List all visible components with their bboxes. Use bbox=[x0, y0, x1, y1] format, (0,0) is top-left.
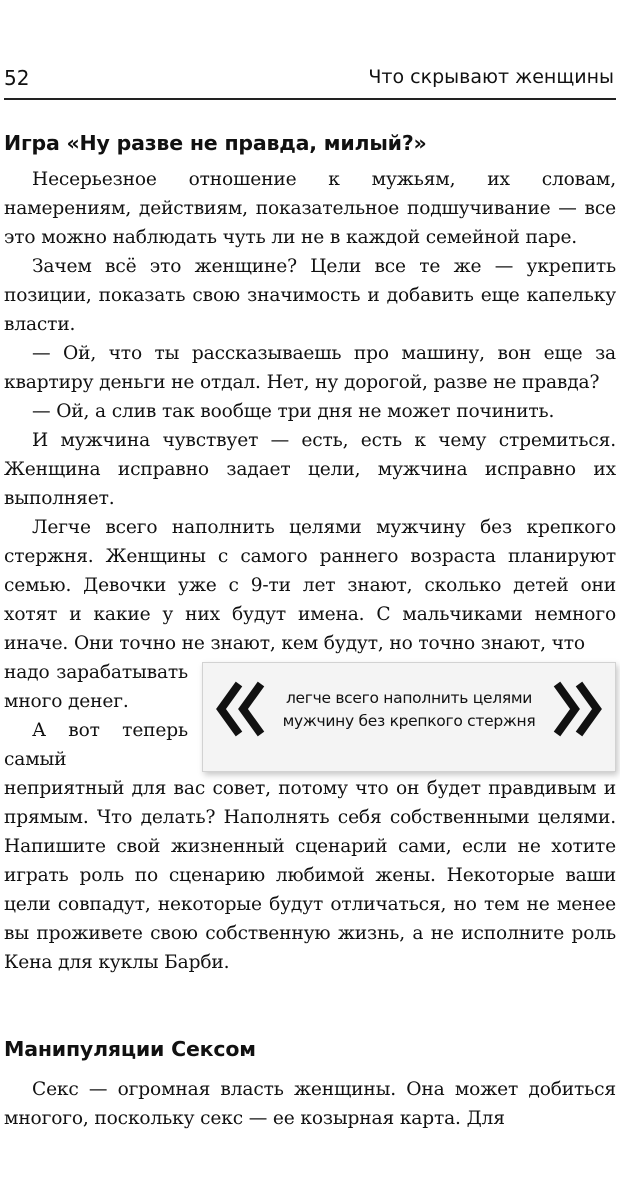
page-number: 52 bbox=[4, 66, 30, 90]
page-header bbox=[4, 58, 616, 100]
paragraph: И мужчина чувствует — есть, есть к чему стремиться. Женщина исправно задает цели, мужчина исправно их выполняет. bbox=[4, 430, 616, 509]
paragraph: Секс — огромная власть женщины. Она может добиться многого, поскольку секс — ее козырная карта. Для bbox=[4, 1079, 616, 1129]
paragraph bbox=[4, 513, 616, 658]
paragraph-text: Легче всего наполнить целями мужчину без крепкого стержня. Женщины с самого раннего возраста планируют семью. Девочки уже с 9-ти лет знают, сколько детей они хотят и какие у них будут имена. С мальчиками немного иначе. Они точно не знают, кем будут, но точно знают, что bbox=[4, 517, 616, 654]
paragraph-continuation: надо зарабатывать много денег. bbox=[4, 662, 188, 712]
section-body-manipulation bbox=[4, 1075, 616, 1133]
dialogue-line: — Ой, а слив так вообще три дня не может починить. bbox=[32, 401, 555, 422]
double-chevron-left-icon bbox=[215, 680, 267, 738]
pull-quote-text: легче всего наполнить целями мужчину без крепкого стержня bbox=[282, 689, 536, 730]
double-chevron-right-icon bbox=[551, 680, 603, 738]
paragraph: Несерьезное отношение к мужьям, их словам, намерениям, действиям, показательное подшучивание — все это можно наблюдать чуть ли не в каждой семейной паре. bbox=[4, 169, 616, 248]
running-title: Что скрывают женщины bbox=[368, 66, 614, 88]
dialogue-line: — Ой, что ты рассказываешь про машину, вон еще за квартиру деньги не отдал. Нет, ну дорогой, разве не правда? bbox=[4, 343, 616, 393]
section-body-game bbox=[4, 165, 616, 977]
paragraph: А вот теперь самый неприятный для вас совет, потому что он будет правдивым и прямым. Что делать? Наполнять себя собственными целями. Напишите свой жизненный сценарий сами, если не хотите играть роль по сценарию любимой жены. Некоторые ваши цели совпадут, некоторые будут отличаться, но тем не менее вы проживете свою собственную жизнь, а не исполните роль Кена для куклы Барби. bbox=[4, 720, 616, 973]
section-heading-manipulation: Манипуляции Сексом bbox=[4, 1037, 256, 1061]
pull-quote-box bbox=[202, 662, 616, 772]
paragraph: Зачем всё это женщине? Цели все те же — укрепить позиции, показать свою значимость и добавить еще капельку власти. bbox=[4, 256, 616, 335]
section-heading-game: Игра «Ну разве не правда, милый?» bbox=[4, 131, 427, 155]
